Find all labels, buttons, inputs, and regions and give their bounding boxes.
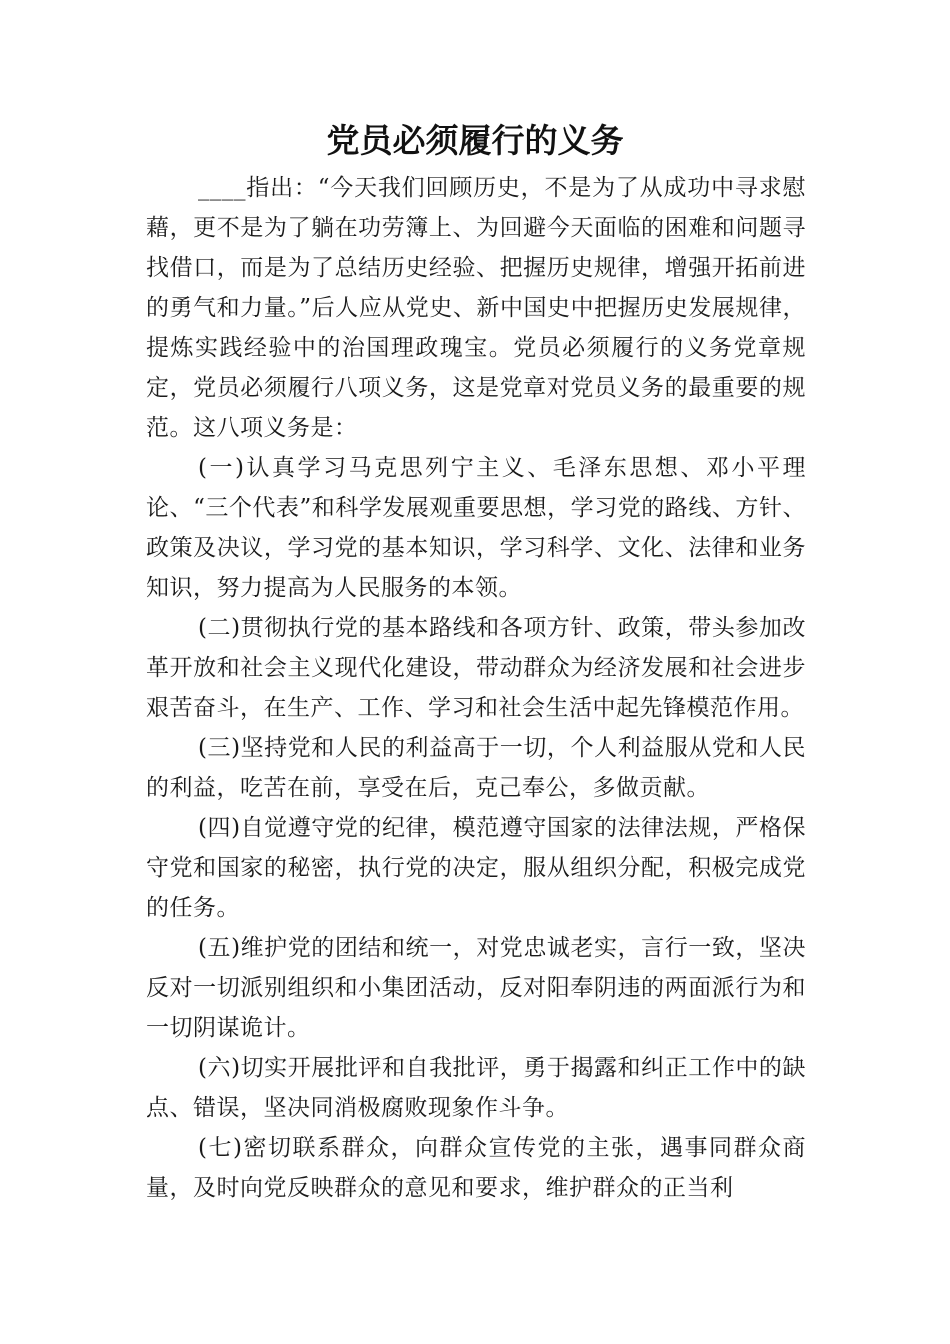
document-title: 党员必须履行的义务 [326,121,624,160]
paragraph-duty-6: (六)切实开展批评和自我批评，勇于揭露和纠正工作中的缺点、错误，坚决同消极腐败现象作斗争。 [146,1055,806,1121]
paragraph-duty-3: (三)坚持党和人民的利益高于一切，个人利益服从党和人民的利益，吃苦在前，享受在后，克己奉公，多做贡献。 [146,735,806,801]
paragraph-duty-7: (七)密切联系群众，向群众宣传党的主张，遇事同群众商量，及时向党反映群众的意见和要求，维护群众的正当利 [146,1135,806,1201]
document-body [146,168,806,1208]
paragraph-intro: ____指出：“今天我们回顾历史，不是为了从成功中寻求慰藉，更不是为了躺在功劳簿上、为回避今天面临的困难和问题寻找借口，而是为了总结历史经验、把握历史规律，增强开拓前进的勇气和力量。”后人应从党史、新中国史中把握历史发展规律，提炼实践经验中的治国理政瑰宝。党员必须履行的义务党章规定，党员必须履行八项义务，这是党章对党员义务的最重要的规范。这八项义务是： [146,175,806,441]
paragraph-duty-5: (五)维护党的团结和统一，对党忠诚老实，言行一致，坚决反对一切派别组织和小集团活动，反对阳奉阴违的两面派行为和一切阴谋诡计。 [146,935,806,1041]
paragraph-duty-2: (二)贯彻执行党的基本路线和各项方针、政策，带头参加改革开放和社会主义现代化建设，带动群众为经济发展和社会进步艰苦奋斗，在生产、工作、学习和社会生活中起先锋模范作用。 [146,615,806,721]
paragraph-duty-1: (一)认真学习马克思列宁主义、毛泽东思想、邓小平理论、“三个代表”和科学发展观重要思想，学习党的路线、方针、政策及决议，学习党的基本知识，学习科学、文化、法律和业务知识，努力提高为人民服务的本领。 [146,455,806,601]
paragraph-duty-4: (四)自觉遵守党的纪律，模范遵守国家的法律法规，严格保守党和国家的秘密，执行党的决定，服从组织分配，积极完成党的任务。 [146,815,806,921]
